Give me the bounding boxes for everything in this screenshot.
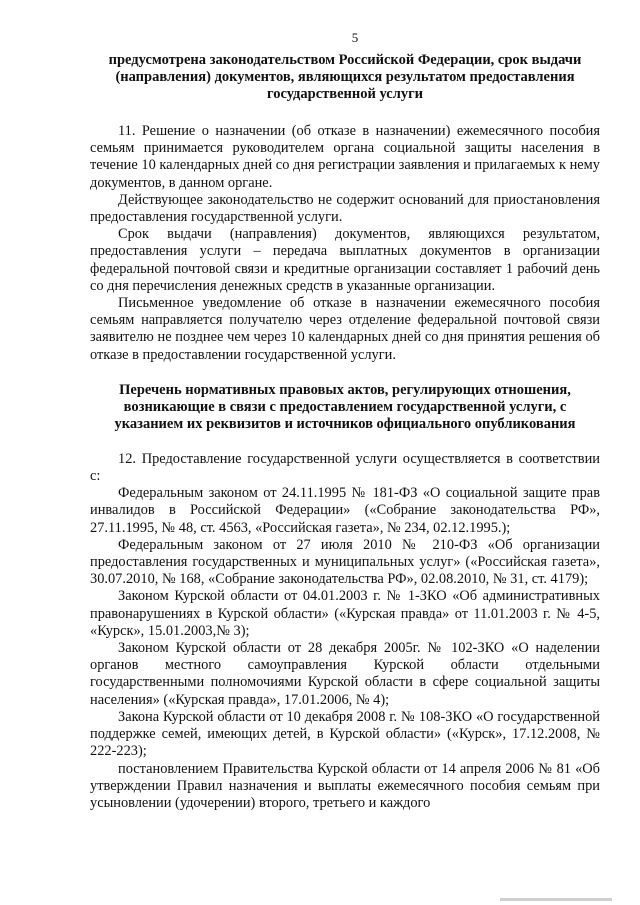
section-heading-deadlines: предусмотрена законодательством Российской Федерации, срок выдачи (направления) документов, являющихся результатом предоставления государственной услуги (108, 52, 582, 102)
paragraph: Законом Курской области от 28 декабря 2005г. № 102-ЗКО «О наделении органов местного самоуправления Курской области отдельными государственными полномочиями Курской области в сфере социальной защиты населения» («Курская правда», 17.01.2006, № 4); (90, 640, 600, 708)
scan-edge-mark (500, 898, 612, 901)
paragraph: 12. Предоставление государственной услуги осуществляется в соответствии с: (90, 450, 600, 485)
paragraph: постановлением Правительства Курской области от 14 апреля 2006 № 81 «Об утверждении Правил назначения и выплаты ежемесячного пособия семьям при усыновлении (удочерении) второго, третьего и каждого (90, 760, 600, 811)
paragraph: Закона Курской области от 10 декабря 2008 г. № 108-ЗКО «О государственной поддержке семей, имеющих детей, в Курской области» («Курск», 17.12.2008, № 222-223); (90, 708, 600, 760)
paragraph: Срок выдачи (направления) документов, являющихся результатом, предоставления услуги – передача выплатных документов в организации федеральной почтовой связи и кредитные организации составляет 1 рабочий день со дня перечисления денежных средств в указанные организации. (90, 226, 600, 294)
paragraph: Законом Курской области от 04.01.2003 г. № 1-ЗКО «Об административных правонарушениях в Курской области» («Курская правда» от 11.01.2003 г. № 4-5, «Курск», 15.01.2003,№ 3); (90, 588, 600, 639)
section-heading-legal-acts: Перечень нормативных правовых актов, регулирующих отношения, возникающие в связи с предоставлением государственной услуги, с указанием их реквизитов и источников официального опубликования (114, 381, 576, 432)
section-body-legal-acts (90, 451, 600, 812)
paragraph: Действующее законодательство не содержит оснований для приостановления предоставления государственной услуги. (90, 191, 600, 226)
page-number: 5 (351, 30, 359, 45)
section-body-deadlines (90, 123, 600, 364)
paragraph: Федеральным законом от 27 июля 2010 № 210-ФЗ «Об организации предоставления государственных и муниципальных услуг» («Российская газета», 30.07.2010, № 168, «Собрание законодательства РФ», 02.08.2010, № 31, ст. 4179); (90, 536, 600, 588)
paragraph: Федеральным законом от 24.11.1995 № 181-ФЗ «О социальной защите прав инвалидов в Российской Федерации» («Собрание законодательства РФ», 27.11.1995, № 48, ст. 4563, «Российская газета», № 234, 02.12.1995.); (90, 485, 600, 536)
paragraph: Письменное уведомление об отказе в назначении ежемесячного пособия семьям направляется получателю через отделение федеральной почтовой связи заявителю не позднее чем через 10 календарных дней со дня принятия решения об отказе в предоставлении государственной услуги. (90, 295, 600, 363)
paragraph: 11. Решение о назначении (об отказе в назначении) ежемесячного пособия семьям принимается руководителем органа социальной защиты населения в течение 10 календарных дней со дня регистрации заявления и прилагаемых к нему документов, в данном органе. (90, 123, 600, 191)
